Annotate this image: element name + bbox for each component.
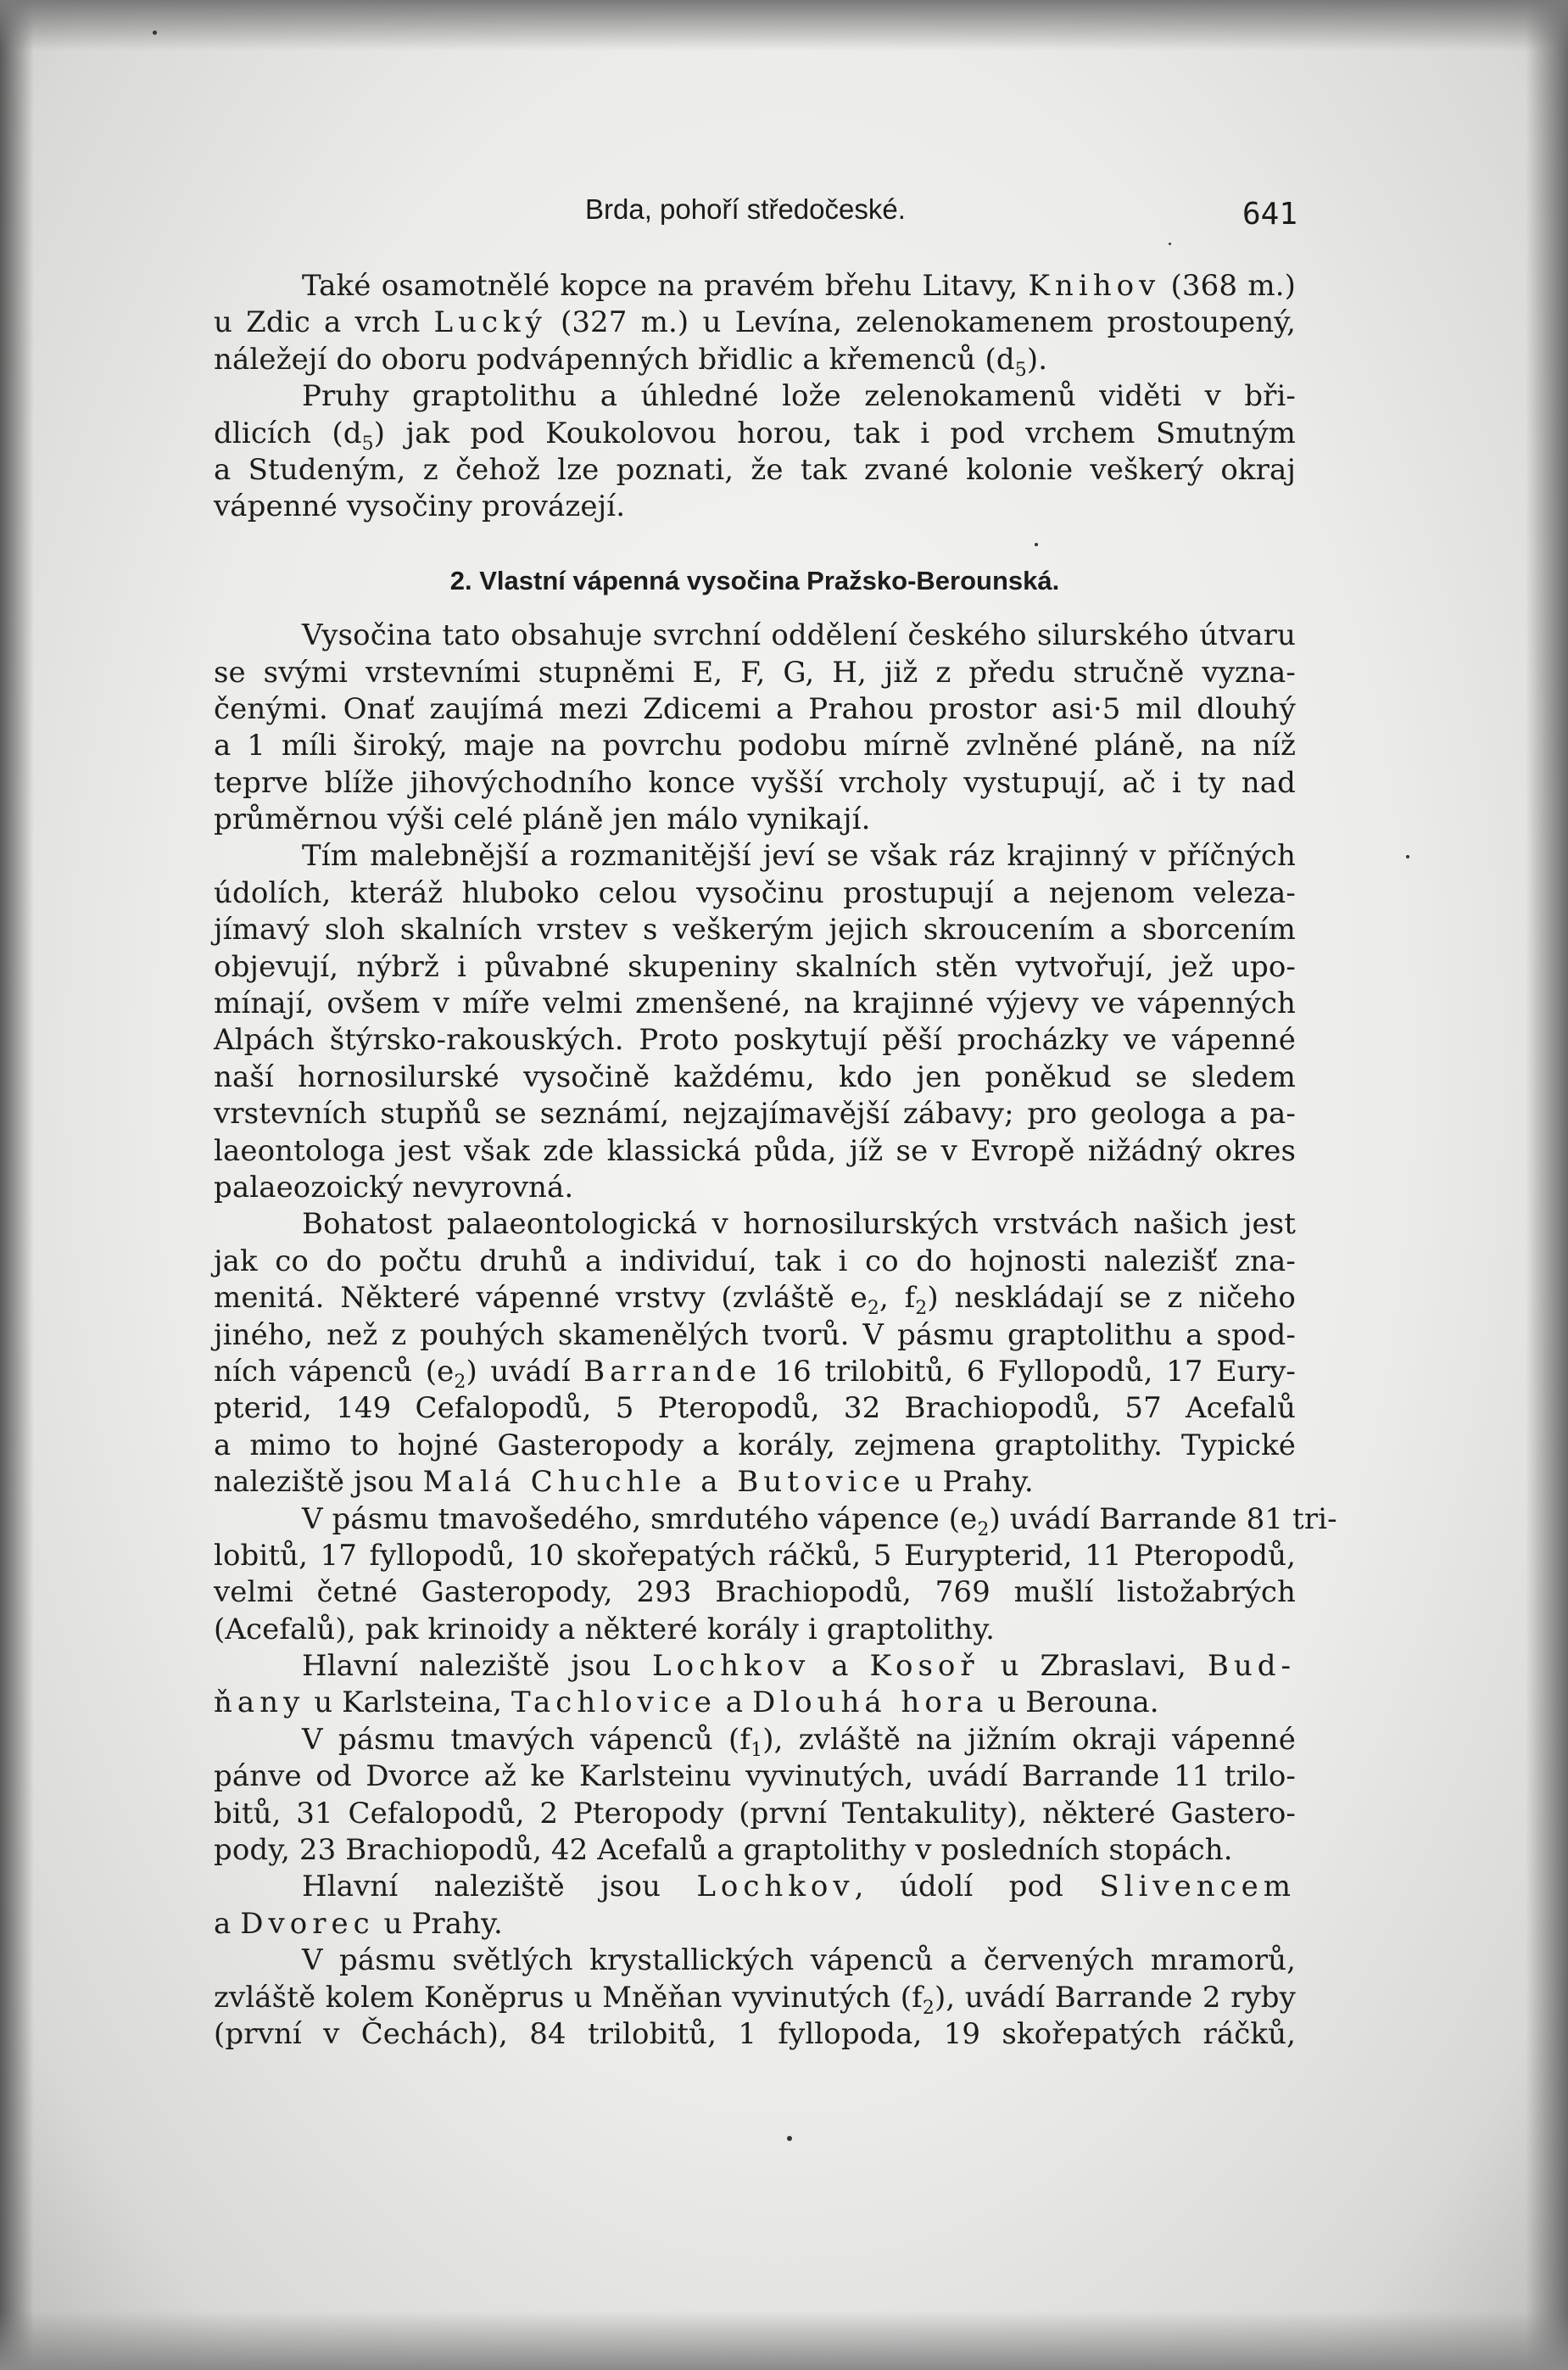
text-line: Pruhy graptolithu a úhledné lože zelenokamenů viděti v bři- — [302, 379, 1296, 414]
text-line: vrstevních stupňů se seznámí, nejzajímavější zábavy; pro geologa a pa- — [214, 1097, 1296, 1132]
text-line: mínají, ovšem v míře velmi zmenšené, na krajinné výjevy ve vápenných — [214, 987, 1296, 1021]
text-line: naleziště jsou Malá Chuchle a Butovice u Prahy. — [214, 1465, 1034, 1500]
scan-speck — [1169, 243, 1171, 245]
text-line: pterid, 149 Cefalopodů, 5 Pteropodů, 32 Brachiopodů, 57 Acefalů — [214, 1391, 1296, 1426]
paragraph — [214, 378, 1296, 526]
section-heading: 2. Vlastní vápenná vysočina Pražsko-Berounská. — [449, 565, 1060, 595]
text-line: u Zdic a vrch Lucký (327 m.) u Levína, zelenokamenem prostoupený, — [214, 305, 1296, 340]
text-line: a Studeným, z čehož lze poznati, že tak zvané kolonie veškerý okraj — [214, 452, 1296, 487]
text-line: dlicích $(d_5)$ jak pod Koukolovou horou, tak i pod vrchem Smutným — [214, 416, 1296, 455]
text-line: pánve od Dvorce až ke Karlsteinu vyvinutých, uvádí Barrande 11 trilo- — [214, 1759, 1296, 1794]
paragraph — [214, 1648, 1296, 1722]
scan-speck — [153, 31, 157, 35]
scan-speck — [787, 2136, 792, 2141]
paragraph — [214, 1942, 1296, 2053]
page-shadow-bottom — [0, 2311, 1568, 2370]
text-line: velmi četné Gasteropody, 293 Brachiopodů, 769 mušlí listožabrých — [214, 1575, 1296, 1610]
spacer — [214, 599, 1296, 618]
text-line: Tím malebnější a rozmanitější jeví se však ráz krajinný v příčných — [302, 839, 1296, 874]
text-line: ních vápenců $(e_2)$ uvádí Barrande 16 trilobitů, 6 Fyllopodů, 17 Eury- — [214, 1354, 1296, 1393]
text-line: Hlavní naleziště jsou Lochkov, údolí pod Slivencem — [302, 1870, 1297, 1904]
text-line: jak co do počtu druhů a individuí, tak i co do hojnosti nalezišť zna- — [214, 1244, 1296, 1278]
text-line: (Acefalů), pak krinoidy a některé korály i graptolithy. — [214, 1612, 996, 1646]
text-line: objevují, nýbrž i půvabné skupeniny skalních stěn vytvořují, jež upo- — [214, 949, 1296, 984]
text-line: Také osamotnělé kopce na pravém břehu Litavy, Knihov (368 m.) — [302, 269, 1296, 303]
text-line: náležejí do oboru podvápenných břidlic a křemenců $(d_5)$. — [214, 342, 1048, 381]
text-line: a 1 míli široký, maje na povrchu podobu mírně zvlněné pláně, na níž — [214, 729, 1296, 763]
paragraph — [214, 1869, 1296, 1942]
text-line: V pásmu tmavých vápenců $(f_1)$, zvláště na jižním okraji vápenné — [302, 1722, 1296, 1761]
text-line: zvláště kolem Koněprus u Mněňan vyvinutých $(f_2)$, uvádí Barrande 2 ryby — [214, 1980, 1296, 2019]
text-line: V pásmu světlých krystallických vápenců a červených mramorů, — [302, 1943, 1296, 1978]
text-line: laeontologa jest však zde klassická půda, jíž se v Evropě nižádný okres — [214, 1133, 1296, 1168]
text-line: lobitů, 17 fyllopodů, 10 skořepatých ráčků, 5 Eurypterid, 11 Pteropodů, — [214, 1538, 1296, 1573]
text-line: (první v Čechách), 84 trilobitů, 1 fyllopoda, 19 skořepatých ráčků, — [214, 2016, 1296, 2051]
paragraph — [214, 1501, 1337, 1649]
paragraph — [214, 1206, 1296, 1501]
text-line: průměrnou výši celé pláně jen málo vynikají. — [214, 802, 871, 837]
text-line: a mimo to hojné Gasteropody a korály, zejmena graptolithy. Typické — [214, 1428, 1296, 1462]
scan-speck — [1406, 855, 1409, 858]
text-line: Vysočina tato obsahuje svrchní oddělení českého silurského útvaru — [302, 618, 1296, 653]
text-line: se svými vrstevními stupněmi E, F, G, H, již z předu stručně vyzna- — [214, 655, 1296, 690]
page-shadow-top — [0, 0, 1568, 51]
paragraph — [214, 838, 1296, 1206]
text-line: Hlavní naleziště jsou Lochkov a Kosoř u Zbraslavi, Bud- — [302, 1649, 1296, 1684]
text-line: naší hornosilurské vysočině každému, kdo jen poněkud se sledem — [214, 1059, 1296, 1094]
text-line: vápenné vysočiny provázejí. — [214, 489, 626, 524]
text-line: pody, 23 Brachiopodů, 42 Acefalů a graptolithy v posledních stopách. — [214, 1833, 1233, 1868]
text-line: jímavý sloh skalních vrstev s veškerým jejich skroucením a sborcením — [214, 913, 1296, 947]
running-title: Brda, pohoří středočeské. — [585, 193, 906, 225]
spacer — [214, 526, 1296, 562]
text-line: jiného, než z pouhých skamenělých tvorů. V pásmu graptolithu a spod- — [214, 1317, 1296, 1352]
paragraph — [214, 268, 1296, 381]
text-line: teprve blíže jihovýchodního konce vyšší vrcholy vystupují, ač i ty nad — [214, 765, 1296, 800]
text-line: bitů, 31 Cefalopodů, 2 Pteropody (první Tentakulity), některé Gastero- — [214, 1796, 1296, 1831]
text-line: menitá. Některé vápenné vrstvy (zvláště $e_2$, $f_2$) neskládají se z ničeho — [214, 1281, 1296, 1319]
text-line: Alpách štýrsko-rakouských. Proto poskytují pěší procházky ve vápenné — [214, 1023, 1296, 1058]
paragraph — [214, 618, 1296, 838]
text-line: a Dvorec u Prahy. — [214, 1906, 503, 1941]
body-text — [214, 268, 1337, 2053]
paragraph — [214, 1722, 1296, 1870]
running-header — [212, 193, 1297, 236]
text-line: čenými. Onať zaujímá mezi Zdicemi a Prahou prostor asi·5 mil dlouhý — [214, 691, 1296, 726]
text-line: palaeozoický nevyrovná. — [214, 1170, 574, 1205]
page-number: 641 — [1242, 197, 1297, 232]
page-shadow-right — [1526, 0, 1568, 2370]
text-line: Bohatost palaeontologická v hornosilurských vrstvách našich jest — [302, 1207, 1296, 1242]
text-line: V pásmu tmavošedého, smrdutého vápence $(e_2)$ uvádí Barrande 81 tri- — [302, 1501, 1337, 1540]
text-line: ňany u Karlsteina, Tachlovice a Dlouhá hora u Berouna. — [214, 1685, 1159, 1720]
text-line: údolích, kteráž hluboko celou vysočinu prostupují a nejenom veleza- — [214, 875, 1296, 910]
page-shadow-left — [0, 0, 34, 2370]
